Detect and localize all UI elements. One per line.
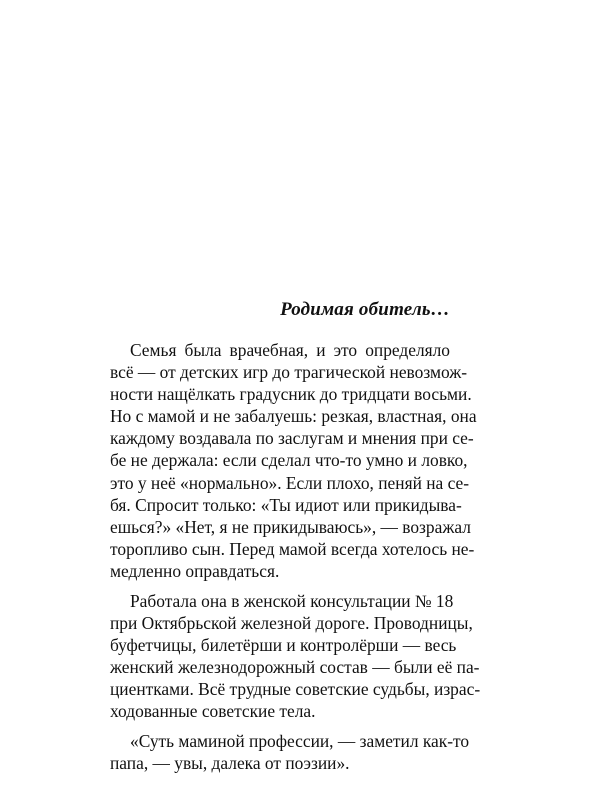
- text-line: женский железнодорожный состав — были её па-: [110, 657, 480, 678]
- paragraph-2: [110, 590, 481, 723]
- text-line: всё — от детских игр до трагической невозмож-: [110, 362, 468, 383]
- text-line: торопливо сын. Перед мамой всегда хотелось не-: [110, 538, 475, 559]
- text-line: каждому воздавала по заслугам и мнения при се-: [110, 428, 474, 449]
- text-line: Работала она в женской консультации № 18: [130, 590, 454, 611]
- text-line: Семья была врачебная, и это определяло: [130, 340, 450, 360]
- text-line: «Суть маминой профессии, — заметил как-то: [130, 731, 470, 752]
- text-line: это у неё «нормально». Если плохо, пеняй на се-: [110, 472, 470, 493]
- text-line: бя. Спросит только: «Ты идиот или прикидыва-: [110, 494, 462, 515]
- chapter-heading: Родимая обитель…: [280, 299, 450, 320]
- body-text: [110, 339, 481, 782]
- paragraph-3: [110, 730, 470, 774]
- text-line: при Октябрьской железной дороге. Проводницы,: [110, 612, 473, 633]
- text-line: ешься?» «Нет, я не прикидываюсь», — возражал: [110, 516, 471, 537]
- text-line: бе не держала: если сделал что-то умно и ловко,: [110, 450, 468, 471]
- text-line: медленно оправдаться.: [110, 560, 280, 581]
- text-line: Но с мамой и не забалуешь: резкая, властная, она: [110, 406, 477, 427]
- text-line: ности нащёлкать градусник до тридцати восьми.: [110, 384, 472, 405]
- text-line: ходованные советские тела.: [110, 701, 316, 722]
- text-line: циентками. Всё трудные советские судьбы, израс-: [110, 679, 481, 700]
- text-line: папа, — увы, далека от поэзии».: [110, 753, 350, 774]
- text-line: буфетчицы, билетёрши и контролёрши — весь: [110, 635, 457, 656]
- paragraph-1: [110, 339, 477, 582]
